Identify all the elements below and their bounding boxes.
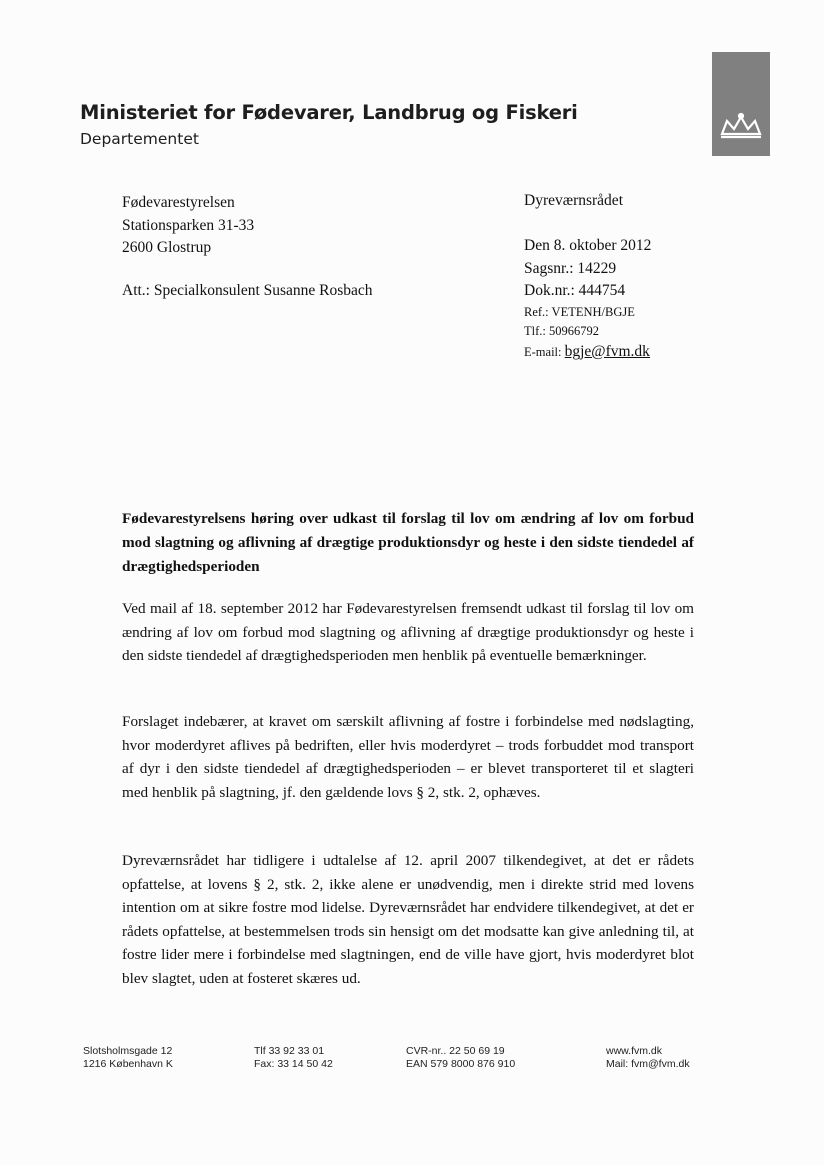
footer-registration: [406, 1045, 515, 1071]
sender-name: Dyreværnsrådet: [524, 192, 623, 209]
email-line: [524, 343, 650, 361]
ministry-logo: [712, 52, 770, 156]
recipient-line: Stationsparken 31-33: [122, 216, 255, 234]
footer-web: [606, 1045, 690, 1071]
ministry-name: Ministeriet for Fødevarer, Landbrug og Fiskeri: [80, 101, 578, 124]
recipient-line: Fødevarestyrelsen: [122, 194, 235, 211]
recipient-address: [122, 192, 254, 260]
body-paragraph: Ved mail af 18. september 2012 har Fødevarestyrelsen fremsendt udkast til forslag til lov om ændring af lov om forbud mod slagtning og aflivning af drægtige produktionsdyr og heste i den sidste tiendedel af drægtighedsperioden men henblik på eventuelle bemærkninger.: [122, 600, 694, 664]
reference: Ref.: VETENH/BGJE: [524, 305, 635, 319]
footer-line: Tlf 33 92 33 01: [254, 1045, 325, 1057]
document-number: Dok.nr.: 444754: [524, 282, 626, 299]
email-label: E-mail:: [524, 345, 565, 359]
phone-number: Tlf.: 50966792: [524, 324, 599, 338]
attention-line: Att.: Specialkonsulent Susanne Rosbach: [122, 282, 373, 299]
body-paragraph: Forslaget indebærer, at kravet om særskilt aflivning af fostre i forbindelse med nødslagting, hvor moderdyret aflives på bedriften, eller hvis moderdyret – trods forbuddet mod transport af dyr i den sidste tiendedel af drægtighedsperioden – er blevet transporteret til et slagteri med henblik på slagtning, jf. den gældende lovs § 2, stk. 2, ophæves.: [122, 713, 694, 801]
email-link[interactable]: bgje@fvm.dk: [564, 343, 650, 360]
recipient-line: 2600 Glostrup: [122, 239, 212, 256]
footer-line: Fax: 33 14 50 42: [254, 1058, 333, 1070]
royal-crown-icon: [717, 112, 765, 140]
footer-website[interactable]: www.fvm.dk: [606, 1045, 663, 1057]
letter-subject: Fødevarestyrelsens høring over udkast til forslag til lov om ændring af lov om forbud mod slagtning og aflivning af drægtige produktionsdyr og heste i den sidste tiendedel af drægtighedsperioden: [122, 510, 694, 575]
footer-phones: [254, 1045, 333, 1071]
footer-line: EAN 579 8000 876 910: [406, 1058, 516, 1070]
body-paragraph: Dyreværnsrådet har tidligere i udtalelse af 12. april 2007 tilkendegivet, at det er rådets opfattelse, at lovens § 2, stk. 2, ikke alene er unødvendig, men i direkte strid med lovens intention om at sikre fostre mod lidelse. Dyreværnsrådet har endvidere tilkendegivet, at det er rådets opfattelse, at bestemmelsen trods sin hensigt om det modsatte kan give anledning til, at fostre lider mere i forbindelse med slagtningen, end de ville have gjort, hvis moderdyret blot blev slagtet, uden at fosteret skæres ud.: [122, 852, 694, 987]
footer-line: 1216 København K: [83, 1058, 173, 1070]
department-name: Departementet: [80, 130, 199, 148]
footer-line: Slotsholmsgade 12: [83, 1045, 173, 1057]
footer-line: CVR-nr.. 22 50 69 19: [406, 1045, 505, 1057]
footer-address: [83, 1045, 173, 1071]
footer-mail[interactable]: Mail: fvm@fvm.dk: [606, 1058, 690, 1070]
case-number: Sagsnr.: 14229: [524, 260, 617, 277]
letter-date: Den 8. oktober 2012: [524, 237, 652, 254]
